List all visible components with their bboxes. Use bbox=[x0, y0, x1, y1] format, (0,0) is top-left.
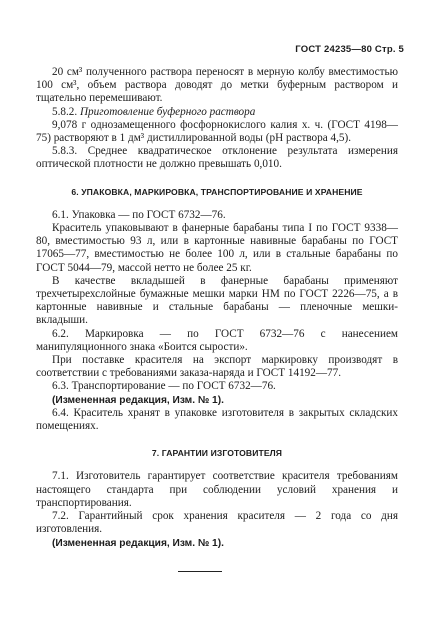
amendment-note-2: (Измененная редакция, Изм. № 1). bbox=[52, 537, 224, 549]
end-rule bbox=[178, 571, 222, 572]
section-7-heading: 7. ГАРАНТИИ ИЗГОТОВИТЕЛЯ bbox=[151, 448, 283, 459]
subsection-5-8-2-heading bbox=[36, 106, 398, 119]
section-6-heading: 6. УПАКОВКА, МАРКИРОВКА, ТРАНСПОРТИРОВАНИЕ И ХРАНЕНИЕ bbox=[71, 186, 363, 197]
paragraph-6-3: 6.3. Транспортирование — по ГОСТ 6732—76. bbox=[52, 380, 276, 393]
paragraph-buffer-solution: 9,078 г однозамещенного фосфорнокислого калия х. ч. (ГОСТ 4198—75) растворяют в 1 дм³ дистиллированной воды (pH раствора 4,5). bbox=[36, 118, 398, 145]
paragraph-7-2: 7.2. Гарантийный срок хранения красителя — 2 года со дня изготовления. bbox=[36, 510, 398, 536]
paragraph-6-2-export: При поставке красителя на экспорт маркировку производят в соответствии с требованиями заказа-наряда и ГОСТ 14192—77. bbox=[36, 354, 398, 380]
paragraph-6-1: 6.1. Упаковка — по ГОСТ 6732—76. bbox=[52, 208, 226, 221]
paragraph-7-1: 7.1. Изготовитель гарантирует соответствие красителя требованиям настоящего стандарта при соблюдении условий хранения и транспортирования. bbox=[36, 470, 398, 509]
paragraph-6-1-liners: В качестве вкладышей в фанерные барабаны применяют трехчетырехслойные бумажные мешки марки НМ по ГОСТ 2226—75, а в картонные навивные и стальные барабаны — пленочные мешки-вкладыши. bbox=[36, 274, 398, 327]
paragraph-6-1-packing: Краситель упаковывают в фанерные барабаны типа I по ГОСТ 9338—80, вместимостью 93 л, или в картонные навивные барабаны по ГОСТ 17065—77, вместимостью не более 100 л, или в стальные барабаны по ГОСТ 5044—79, массой нетто не более 25 кг. bbox=[36, 222, 398, 274]
paragraph-6-2: 6.2. Маркировка — по ГОСТ 6732—76 с нанесением манипуляционного знака «Боится сырости». bbox=[36, 327, 398, 353]
amendment-note-1: (Измененная редакция, Изм. № 1). bbox=[52, 394, 224, 406]
subsection-title: Приготовление буферного раствора bbox=[79, 105, 256, 118]
paragraph-5-8-1-continued: 20 см³ полученного раствора переносят в мерную колбу вместимостью 100 см³, объем раствора доводят до метки буферным раствором и тщательно перемешивают. bbox=[36, 66, 398, 105]
paragraph-5-8-3: 5.8.3. Среднее квадратическое отклонение результата измерения оптической плотности не должно превышать 0,010. bbox=[36, 145, 398, 171]
subsection-number: 5.8.2. bbox=[52, 105, 78, 118]
paragraph-6-4: 6.4. Краситель хранят в упаковке изготовителя в закрытых складских помещениях. bbox=[36, 406, 398, 433]
page-body bbox=[36, 66, 398, 550]
page-header: ГОСТ 24235—80 Стр. 5 bbox=[295, 44, 404, 55]
